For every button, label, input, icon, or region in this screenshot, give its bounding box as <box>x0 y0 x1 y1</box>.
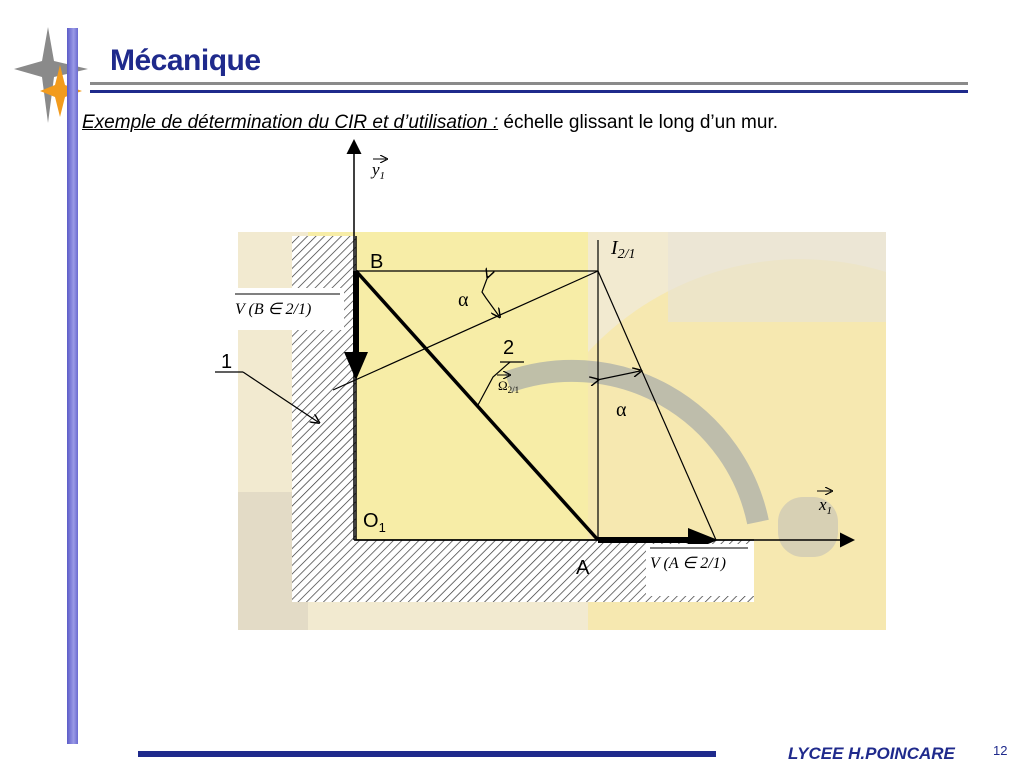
ladder-label: 2 <box>503 337 515 359</box>
point-A-label: A <box>576 557 590 579</box>
ladder-line <box>356 271 598 540</box>
angle-alpha-1: α <box>458 289 469 311</box>
footer-rule <box>138 751 716 757</box>
velocity-B-label: V (B ∈ 2/1) <box>235 301 312 318</box>
axis-y-label: $y_1$ <box>372 160 386 182</box>
slide-title: Mécanique <box>110 44 261 77</box>
subtitle-lead: Exemple de détermination du CIR et d’utilisation : <box>82 112 499 133</box>
omega-label: $\Omega_{2/1}$ <box>498 378 520 395</box>
footer-school: LYCEE H.POINCARE <box>788 744 955 763</box>
subtitle-rest: échelle glissant le long d’un mur. <box>498 112 778 133</box>
point-B-label: B <box>370 251 384 273</box>
angle-arc-1 <box>482 276 499 316</box>
angle-arc-2 <box>597 371 640 380</box>
velocity-A-label: V (A ∈ 2/1) <box>650 555 727 572</box>
origin-label: $O_1$ <box>363 510 386 535</box>
wall-label: 1 <box>221 351 233 373</box>
page-number: 12 <box>993 743 1008 758</box>
axis-x-label: $x_1$ <box>819 495 833 517</box>
cir-label: $I_{2/1}$ <box>611 237 636 262</box>
angle-alpha-2: α <box>616 399 627 421</box>
